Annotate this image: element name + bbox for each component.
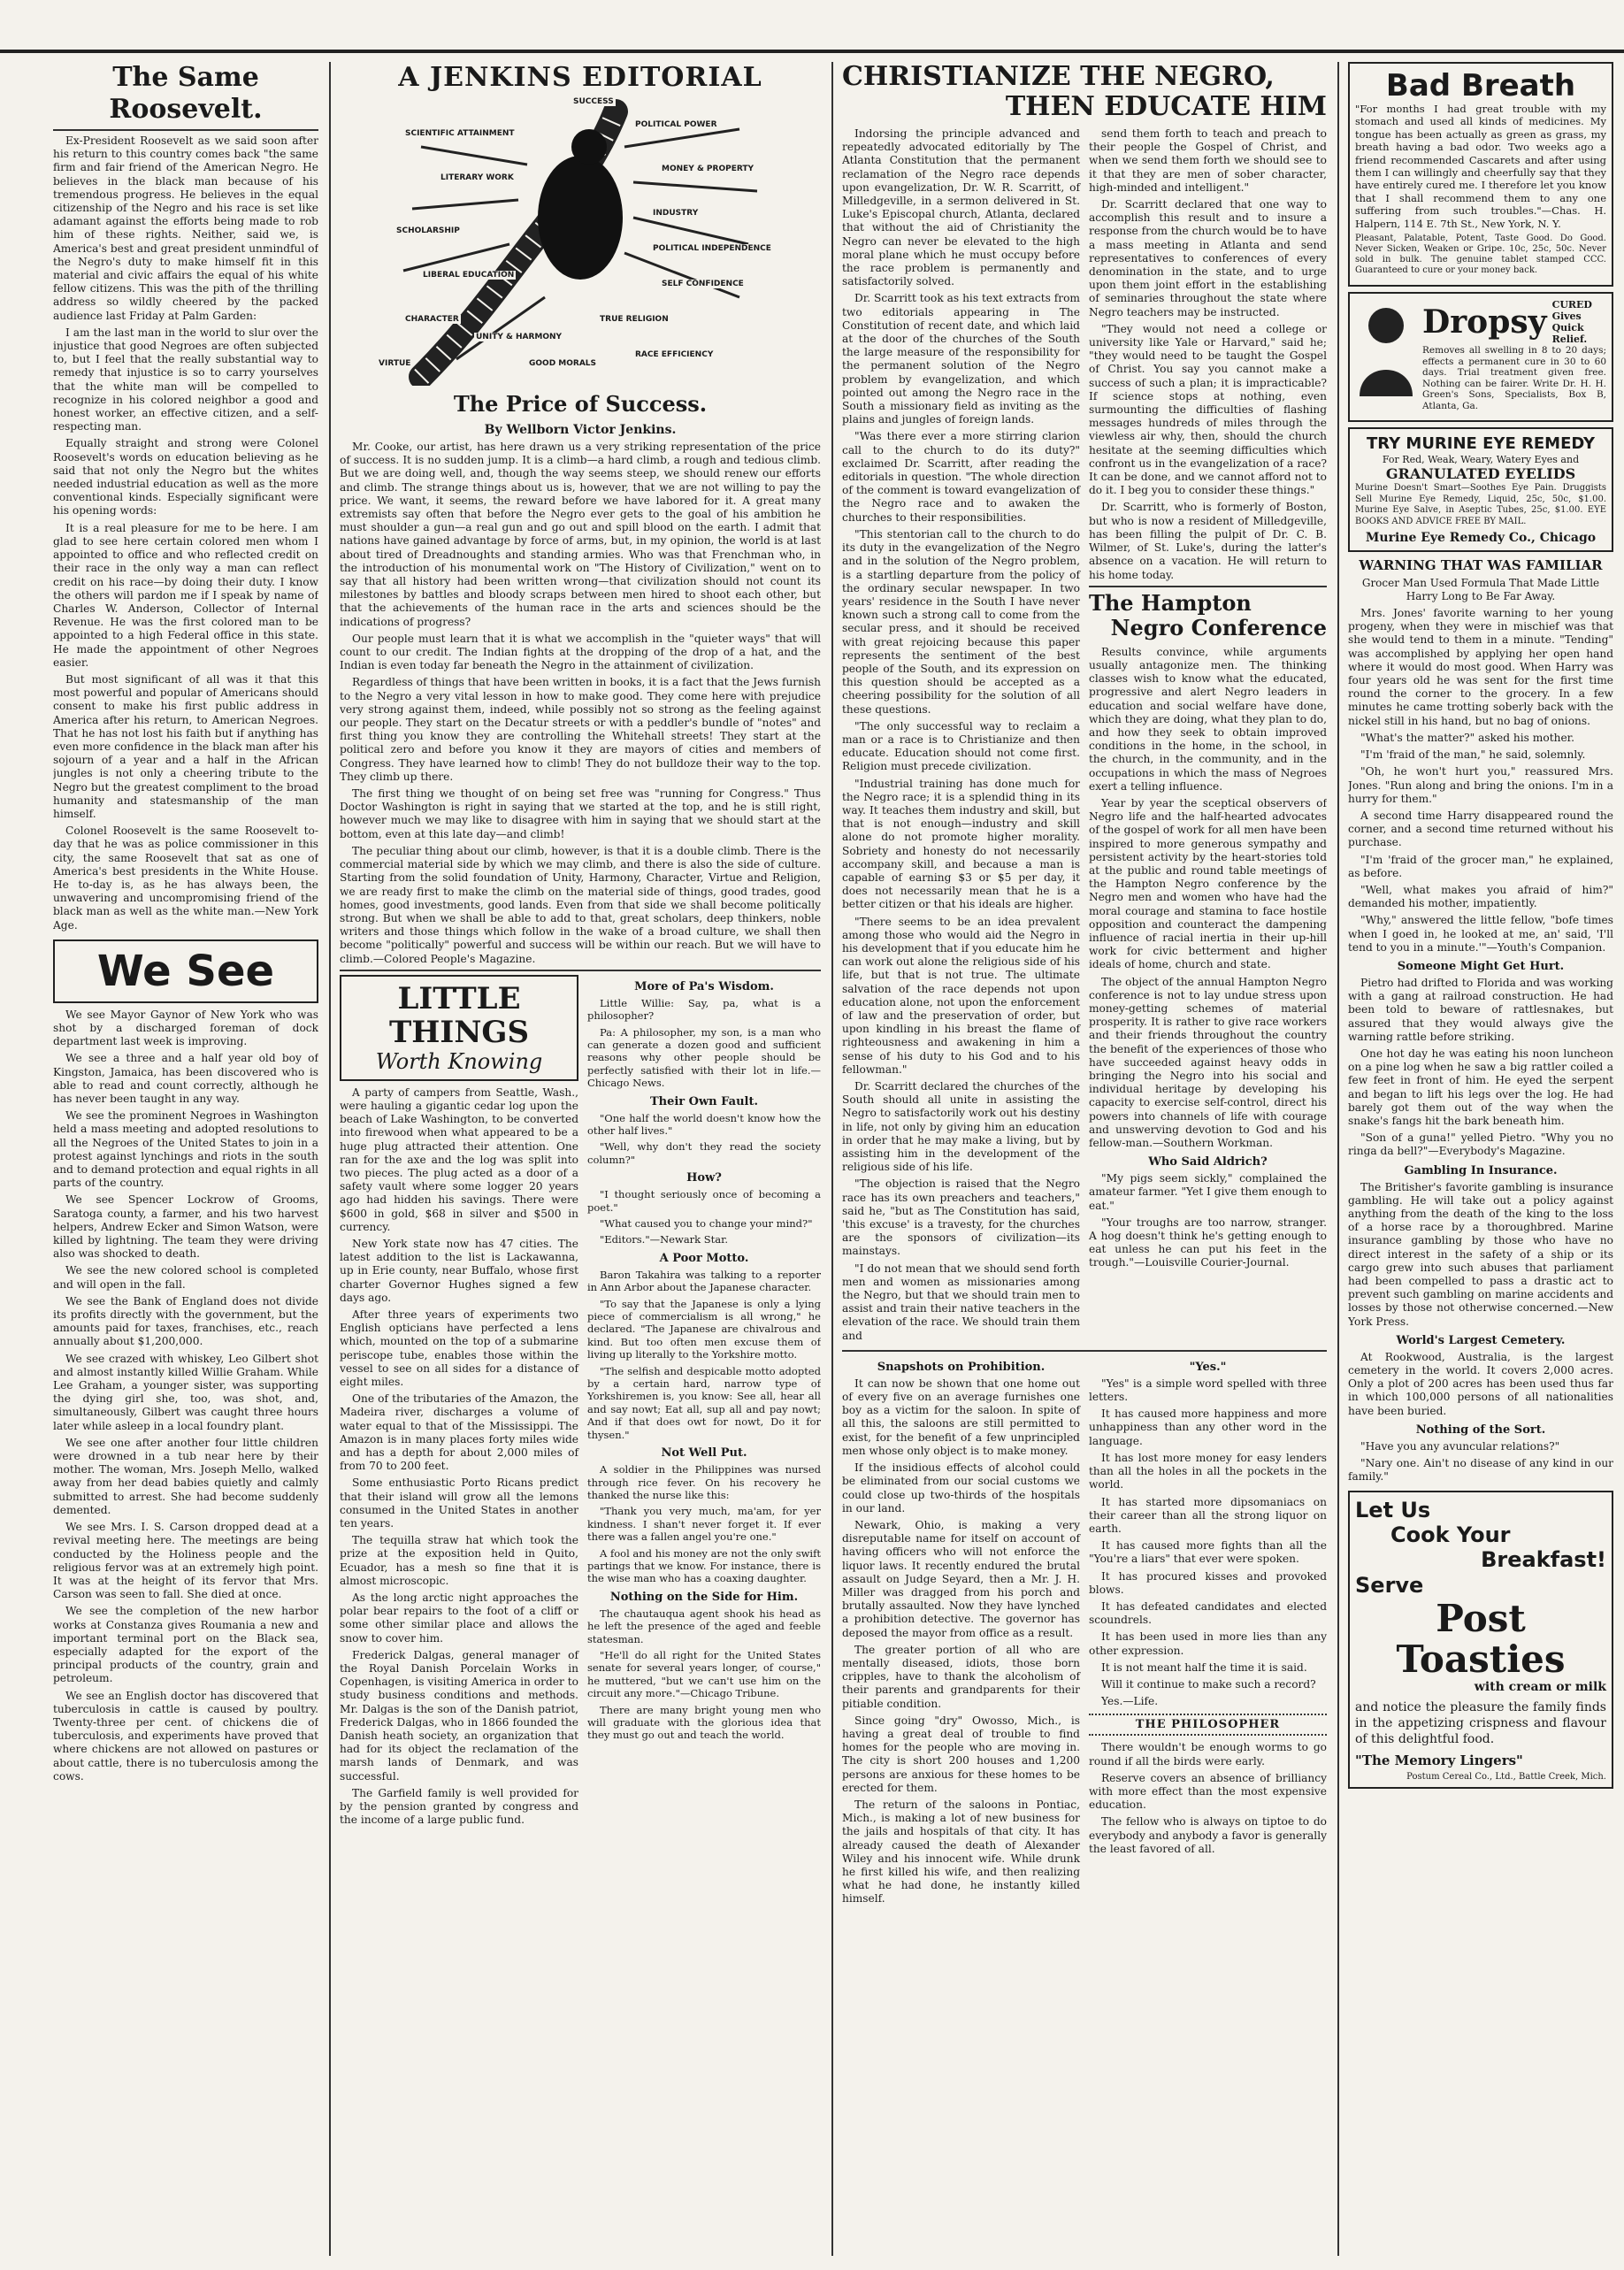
cartoon-label: TRUE RELIGION [600,315,669,324]
paragraph: Indorsing the principle advanced and repeatedly advocated editorially by The Atlanta Constitution that the permanent reclamation of the Negro race depends upon evangelization, Dr. W. R. Scarritt, of Milledgeville, in a sermon delivered in St. Luke's Episcopal church, Atlanta, declared that without the aid of Christianity the Negro can never be elevated to the high moral plane which he must occupy before the race problem is permanently and satisfactorily solved. [842,127,1080,288]
paragraph: "Son of a guna!" yelled Pietro. "Why you no ringa da bell?"—Everybody's Magazine. [1348,1131,1613,1158]
we-see-title: We See [96,946,275,996]
paragraph: "The only successful way to reclaim a man or a race is to Christianize and then educate. Education should not come first. Religion must precede civilization. [842,719,1080,773]
little-thing-item: The Garfield family is well provided for by the pension granted by congress and the income of a large public fund. [340,1786,578,1827]
paragraph: Equally straight and strong were Colonel Roosevelt's words on education believing as he said that not only the Negro but the whites needed industrial education as well as the more conventional kinds. Especially significant were his opening words: [53,437,318,518]
cartoon-label: MONEY & PROPERTY [662,165,755,173]
paragraph: "I thought seriously once of becoming a poet." [587,1188,821,1214]
paragraph: "They would not need a college or university like Yale or Harvard," said he; "they would need to be taught the Gospel of Christ. You say you cannot make a success of such a plan; it is impracticable? If science stops at nothing, even surmounting the difficulties of flashing messages hundreds of miles through the viewless air why, then, should the church hesitate at the seeming difficulties which confront us in the evangelization of a race? It can be done, and we cannot afford not to do it. I beg you to consider these things." [1089,322,1327,497]
divider [1089,586,1327,587]
murine-sub2: GRANULATED EYELIDS [1385,465,1576,483]
paragraph: Colonel Roosevelt is the same Roosevelt to-day that he was as police commissioner in this city, the same Roosevelt that sat as one of America's best presidents in the White House. He to-day is, as he has always been, the unwavering and uncompromising friend of the black man as well as the white man.—New York Age. [53,824,318,932]
short-item-title: How? [686,1171,722,1185]
paragraph: It can now be shown that one home out of every five on an average furnishes one boy as a victim for the saloon. In spite of all this, the saloons are still permitted to exist, for the benefit of a few unprincipled men whose only object is to make money. [842,1377,1080,1457]
we-see-item: We see an English doctor has discovered that tuberculosis in cattle is caused by poultry. Twenty-three per cent. of chickens die of tuberculosis, and experiments have proved that where chickens are not allowed on pastures or about cattle, there is no tuberculosis among the cows. [53,1689,318,1783]
we-see-item: We see a three and a half year old boy of Kingston, Jamaica, has been discovered who is able to read and count correctly, although he has never been taught in any way. [53,1052,318,1105]
cartoon-label: UNITY & HARMONY [476,333,563,341]
paragraph: If the insidious effects of alcohol could be eliminated from our social customs we could close up two-thirds of the hospitals in our land. [842,1461,1080,1515]
paragraph: "Industrial training has done much for the Negro race; it is a splendid thing in its way. It teaches them industry and skill, but that is not enough—industry and skill alone do not promote higher morality. Sobriety and honesty do not necessarily accompany skill, and because a man is capable of earning $3 or $5 per day, it does not necessarily mean that he is a better citizen or that his ideals are higher. [842,777,1080,911]
cartoon-label: LITERARY WORK [440,173,514,182]
bad-breath-small: Pleasant, Palatable, Potent, Taste Good. Do Good. Never Sicken, Weaken or Gripe. 10c, 25c, 50c. Never sold in bulk. The genuine tablet stamped CCC. Guaranteed to cure or your money back. [1355,234,1606,276]
christianize-continued [1089,127,1327,582]
little-things-title: LITTLE THINGS [389,980,529,1050]
little-thing-item: As the long arctic night approaches the polar bear repairs to the foot of a cliff or some other similar place and allows the snow to cover him. [340,1591,578,1645]
paragraph: "Your troughs are too narrow, stranger. A hog doesn't think he's getting enough to eat unless he can put his feet in the trough."—Louisville Courier-Journal. [1089,1216,1327,1269]
paragraph: "My pigs seem sickly," complained the amateur farmer. "Yet I give them enough to eat." [1089,1172,1327,1212]
paragraph: Baron Takahira was talking to a reporter in Ann Arbor about the Japanese character. [587,1268,821,1294]
divider [842,1350,1327,1352]
hampton-title-line2: Negro Conference [1110,614,1327,640]
paragraph: The first thing we thought of on being set free was "running for Congress." Thus Doctor Washington is right in saying that we started at the top, and he is still right, however much we may like to disagree with him in saying that we should start at the bottom, even at this late day—and climb! [340,787,821,840]
paragraph: Yes.—Life. [1101,1695,1159,1708]
column-divider [831,62,833,2256]
sort-article [1348,1440,1613,1484]
christianize-left [842,127,1080,1346]
we-see-item: We see Spencer Lockrow of Grooms, Saratoga county, a farmer, and his two harvest helpers, Andrew Ecker and Simon Watson, were killed by lightning. The team they were driving also was shocked to death. [53,1193,318,1261]
paragraph: It has defeated candidates and elected scoundrels. [1089,1599,1327,1627]
paragraph: "The objection is raised that the Negro race has its own preachers and teachers," said he, "but as The Constitution has said, 'this excuse' is a travesty, for the churches are the sponsors of civilization—its mainstays. [842,1177,1080,1258]
paragraph: Pietro had drifted to Florida and was working with a gang at railroad construction. He had been told to beware of rattlesnakes, but assured that they would always give the warning rattle before striking. [1348,976,1613,1043]
aldrich-title: Who Said Aldrich? [1148,1155,1268,1170]
paragraph: "The selfish and despicable motto adopted by a certain hard, narrow type of Yorkshiremen is, you know: See all, hear all and say nowt; Eat all, sup all and pay nowt; And if that does owt for nowt, Do it for thysen." [587,1364,821,1441]
jenkins-article [340,441,821,966]
column-roosevelt [53,62,318,2256]
little-things-banner [340,975,578,1081]
headline-christianize-line2: THEN EDUCATE HIM [1005,91,1327,122]
paragraph: "Nary one. Ain't no disease of any kind in our family." [1348,1457,1613,1484]
warning-title: WARNING THAT WAS FAMILIAR [1359,557,1603,574]
little-thing-item: Frederick Dalgas, general manager of the Royal Danish Porcelain Works in Copenhagen, is visiting America in order to study business conditions and methods. Mr. Dalgas is the son of the Danish patriot, Frederick Dalgas, who in 1866 founded the Danish heath society, an organization that had for its object the reclamation of the marsh lands of Denmark, and was successful. [340,1648,578,1783]
cartoon-label: SUCCESS [573,97,614,106]
we-see-item: We see the Bank of England does not divide its profits directly with the government, but the amounts paid for taxes, franchises, etc., reach annually about $1,200,000. [53,1294,318,1348]
murine-foot: Murine Eye Remedy Co., Chicago [1365,531,1597,546]
cartoon-label: SCHOLARSHIP [396,226,460,235]
paragraph: Dr. Scarritt, who is formerly of Boston, but who is now a resident of Milledgeville, has been filling the pulpit of Dr. C. B. Wilmer, of St. Luke's, during the latter's absence on a vacation. He will return to his home today. [1089,501,1327,581]
cartoon-price-of-success [368,94,793,386]
bad-breath-title: Bad Breath [1385,68,1576,104]
sort-title: Nothing of the Sort. [1415,1423,1546,1437]
paragraph: The object of the annual Hampton Negro conference is not to lay undue stress upon money-getting schemes of material prosperity. It is rather to give race workers and their friends throughout the country the benefit of the experiences of those who have succeeded against heavy odds in bringing the Negro into his social and individual heritage by developing his capacity to exercise self-control, direct his powers into channels of life with courage and unswerving devotion to God and his fellow-man.—Southern Workman. [1089,975,1327,1150]
paragraph: "There seems to be an idea prevalent among those who would aid the Negro in his development that if you educate him he can work out alone the religious side of his life, but that is not true. The ultimate salvation of the race depends not upon education alone, not upon the enforcement of law and the preservation of order, but upon kindling in his breast the flame of righteousness and awakening in him a sense of his duty to his God and to his fellowman." [842,915,1080,1076]
divider [53,129,318,131]
we-see-item: We see Mayor Gaynor of New York who was shot by a discharged foreman of dock department last week is improving. [53,1008,318,1048]
toasties-line2: Cook Your [1390,1522,1511,1548]
paragraph: It has caused more fights than all the "You're a liars" that ever were spoken. [1089,1539,1327,1566]
ad-dropsy [1348,292,1613,422]
we-see-item: We see the new colored school is completed and will open in the fall. [53,1264,318,1291]
hurt-title: Someone Might Get Hurt. [1397,959,1565,973]
cartoon-label: SCIENTIFIC ATTAINMENT [405,129,515,138]
cartoon-label: SELF CONFIDENCE [662,280,744,288]
philosopher-banner [1089,1714,1327,1736]
cartoon-label: RACE EFFICIENCY [635,350,714,359]
cartoon-label: INDUSTRY [653,209,699,218]
toasties-line5: Post [1436,1597,1526,1641]
headline-same-roosevelt: The Same Roosevelt. [109,62,263,125]
paragraph: A fool and his money are not the only swift partings that we know. For instance, there is the wise man who has a coaxing daughter. [587,1546,821,1585]
paragraph: It has procured kisses and provoked blows. [1089,1569,1327,1596]
paragraph: Mrs. Jones' favorite warning to her young progeny, when they were in mischief was that she would tend to them in a minute. "Tending" was accomplished by applying her open hand where it would do most good. When Harry was four years old he was sent for the first time round the corner to the grocery. In a few minutes he came trotting soberly back with the nickel still in his hand, but no bag of onions. [1348,607,1613,727]
paragraph: Little Willie: Say, pa, what is a philosopher? [587,996,821,1023]
dropsy-title: Dropsy [1422,303,1547,341]
cartoon-label: GOOD MORALS [529,359,597,368]
cartoon-label: CHARACTER [405,315,459,324]
byline: By Wellborn Victor Jenkins. [484,423,677,437]
short-item-title: Their Own Fault. [649,1094,759,1108]
paragraph: Our people must learn that it is what we accomplish in the "quieter ways" that will count to our credit. The Indian fights at the dropping of the drop of a hat, and the Indian is even today far beneath the Negro in the attainment of civilization. [340,632,821,672]
we-see-item: We see Mrs. I. S. Carson dropped dead at a revival meeting here. The meetings are being conducted by the Holiness people and the religious fervor was at an extremely high point. It was at the height of its fervor that Mrs. Carson was seen to fall. She died at once. [53,1521,318,1601]
paragraph: The peculiar thing about our climb, however, is that it is a double climb. There is the commercial material side by which we may climb, and there is also the side of culture. Starting from the solid foundation of Unity, Harmony, Character, Virtue and Religion, we are ready first to make the climb on the material side of things, good trades, good homes, good investments, good lands. Even from that side we shall become politically strong. But when we shall be able to add to that, great scholars, deep thinkers, noble writers and those things which follow in the wake of a broad culture, we shall then become "politically" powerful and success will be within our reach. But we will have to climb.—Colored People's Magazine. [340,844,821,965]
murine-text: Murine Doesn't Smart—Soothes Eye Pain. Druggists Sell Murine Eye Remedy, Liquid, 25c, 50c, $1.00. Murine Eye Salve, in Aseptic Tubes, 25c, $1.00. EYE BOOKS AND ADVICE FREE BY MAIL. [1355,483,1606,526]
paragraph: send them forth to teach and preach to their people the Gospel of Christ, and when we send them forth we should see to it that they are men of sober character, high-minded and intelligent." [1089,127,1327,194]
cartoon-label: LIBERAL EDUCATION [423,271,515,280]
headline-christianize-line1: CHRISTIANIZE THE NEGRO, [842,62,1275,92]
paragraph: "I'm 'fraid of the grocer man," he explained, as before. [1348,853,1613,879]
little-things-column [340,975,578,1831]
cemetery-article [1348,1351,1613,1418]
cartoon-label: VIRTUE [379,359,411,368]
toasties-slogan: "The Memory Lingers" [1355,1752,1523,1769]
little-thing-item: A party of campers from Seattle, Wash., were hauling a gigantic cedar log upon the beach of Lake Washington, to be converted into firewood when what appeared to be a huge plug attracted their attention. One ran for the axe and the log was split into two pieces. The plug acted as a door of a safety vault where some logger 20 years ago had hidden his savings. There were $600 in gold, $68 in silver and $500 in currency. [340,1085,578,1233]
column-christianize [842,62,1327,2256]
warning-subtitle: Grocer Man Used Formula That Made Little Harry Long to Be Far Away. [1361,577,1600,603]
christianize-right [1089,127,1327,1346]
paragraph: "This stentorian call to the church to do its duty in the evangelization of the Negro and in the solution of the Negro problem, is a startling departure from the policy of the ordinary secular newspaper. In two years' residence in the South I have never known such a strong call to come from the secular press, and it should be received with great rejoicing because this paper represents the sentiment of the best people of the South, and its expression on this question should be accepted as a cheering possibility for the solution of all these questions. [842,527,1080,716]
toasties-foot: Postum Cereal Co., Ltd., Battle Creek, Mich. [1406,1772,1606,1783]
christianize-body [842,127,1327,1346]
paragraph: It is a real pleasure for me to be here. I am glad to see here certain colored men whom I appointed to office and who reflected credit on their race in the only way a man can reflect credit on his race—by doing their duty. I know the others will pardon me if I speak by name of Charles W. Anderson, Collector of Internal Revenue. He was the first colored man to be appointed to a high Federal office in this state. He made the appointment of other Negroes easier. [53,521,318,669]
paragraph: "To say that the Japanese is only a lying piece of commercialism is all wrong," he declared. "The Japanese are chivalrous and kind. But too often men excuse them of living up literally to the Yorkshire motto. [587,1297,821,1361]
paragraph: It has been used in more lies than any other expression. [1089,1630,1327,1657]
paragraph: I am the last man in the world to slur over the injustice that good Negroes are often subjected to, but I feel that the really substantial way to remedy that injustice is so to carry yourselves that the white man will be compelled to recognize in his colored neighbor a good and honest worker, an effective citizen, and a self-respecting man. [53,326,318,433]
paragraph: At Rookwood, Australia, is the largest cemetery in the world. It covers 2,000 acres. Only a plot of 200 acres has been used thus far in which 100,000 persons of all nationalities have been buried. [1348,1350,1613,1417]
paragraph: "Have you any avuncular relations?" [1360,1439,1560,1453]
paragraph: Dr. Scarritt declared that one way to accomplish this result and to insure a response from the church would be to have a mass meeting in Atlanta and send representatives to conferences of every denomination in the state, and to urge upon them joint effort in the establishing of seminaries throughout the state where Negro teachers may be instructed. [1089,198,1327,318]
paragraph: Dr. Scarritt declared the churches of the South should all unite in assisting the Negro to satisfactorily work out his destiny in life, not only by giving him an education in order that he may make a living, but by assisting him in the development of the religious side of his life. [842,1080,1080,1174]
divider [340,970,821,971]
hampton-article [1089,646,1327,1151]
paragraph: Will it continue to make such a record? [1101,1677,1316,1691]
christianize-lower [842,1355,1327,1910]
paragraph: Mr. Cooke, our artist, has here drawn us a very striking representation of the price of success. It is no sudden jump. It is a climb—a hard climb, a rough and tedious climb. But we are doing well, and, though the way seems steep, we should renew our efforts and climb. The strange things about us is, however, that we are not willing to pay the price. We want, it seems, the reward before we have labored for it. A great many extremists say often that before the Negro ever gets to the goal of his ambition he must shoulder a gun—a real gun and go out and spill blood on the earth. I admit that nations have gained advantage by force of arms, but, in my opinion, the world is at last about tired of Dreadnoughts and standing armies. Who was that Frenchman who, in the introduction of his monumental work on "The History of Civilization," went on to say that all history had been written wrong—that civilization should not count its milestones by battles and bloody scraps between men hired to shoot each other, but that the achievements of the human race in the arts and sciences should be the indications of progress? [340,441,821,628]
paragraph: "Well, what makes you afraid of him?" demanded his mother, impatiently. [1348,883,1613,910]
short-item-title: Nothing on the Side for Him. [609,1590,799,1604]
dropsy-head [1422,299,1606,345]
warning-article [1348,607,1613,955]
paragraph: The chautauqua agent shook his head as he left the presence of the aged and feeble statesman. [587,1607,821,1645]
we-see-list [53,1008,318,1783]
toasties-line6: Toasties [1396,1637,1566,1682]
gambling-title: Gambling In Insurance. [1404,1163,1558,1177]
bad-breath-text: "For months I had great trouble with my stomach and used all kinds of medicines. My tongue has been actually as green as grass, my breath having a bad odor. Two weeks ago a friend recommended Cascarets and after using them I can willingly and cheerfully say that they have entirely cured me. I therefore let you know that I shall recommend them to any one suffering from such troubles."—Chas. H. Halpern, 114 E. 7th St., New York, N. Y. [1355,103,1606,230]
headline-jenkins-editorial: A JENKINS EDITORIAL [398,62,762,93]
paragraph: A soldier in the Philippines was nursed through rice fever. On his recovery he thanked the nurse like this: [587,1463,821,1501]
little-thing-item: The tequilla straw hat which took the prize at the exposition held in Quito, Ecuador, has a mesh so fine that it is almost microscopic. [340,1534,578,1587]
cartoon-label: POLITICAL POWER [635,120,717,129]
paragraph: "One half the world doesn't know how the other half lives." [587,1111,821,1137]
paragraph: Dr. Scarritt took as his text extracts from two editorials appearing in The Constitution of recent date, and which laid at the door of the churches of the South the large measure of the responsibility for the permanent solution of the Negro problem by evangelization, and which pointed out among the Negro race in the South a missionary field as inviting as the plains and jungles of foreign lands. [842,292,1080,426]
subhead-price-of-success: The Price of Success. [453,391,708,417]
prohibition-column [842,1355,1080,1910]
ad-bad-breath [1348,62,1613,287]
paragraph: "I do not mean that we should send forth men and women as missionaries among the Negro, but that we should train men to assist and train their native teachers in the elevation of the race. We should train them and [842,1262,1080,1342]
toasties-line1: Let Us [1355,1498,1431,1523]
short-items-column [587,975,821,1831]
murine-title: TRY MURINE EYE REMEDY [1366,434,1596,454]
paragraph: "Yes" is a simple word spelled with three letters. [1089,1377,1327,1404]
paragraph: "He'll do all right for the United States senate for several years longer, of course," he muttered, "but we can't use him on the circuit any more."—Chicago Tribune. [587,1648,821,1700]
paragraph: It has started more dipsomaniacs on their career than all the strong liquor on earth. [1089,1495,1327,1535]
paragraph: The greater portion of all who are mentally diseased, idiots, those born cripples, have to thank the alcoholism of their parents and grandparents for their pitiable condition. [842,1643,1080,1710]
toasties-line7: with cream or milk [1474,1680,1606,1695]
paragraph: One hot day he was eating his noon luncheon on a pine log when he saw a big rattler coiled a few feet in front of him. He eyed the serpent and began to lift his legs over the log. He had barely got them out of the way when the snake's fangs hit the bark beneath him. [1348,1047,1613,1127]
little-things-list [340,1086,578,1828]
paragraph: Year by year the sceptical observers of Negro life and the half-hearted advocates of the gospel of work for all men have been inspired to more generous sympathy and persistent activity by the heart-stories told at the public and round table meetings of the Hampton Negro conference by the Negro men and women who have had the moral courage and stamina to face hostile opposition and counteract the dampening influence of racial inertia in their up-hill work for civic betterment and higher ideals of home, church and state. [1089,796,1327,971]
paragraph: "I'm 'fraid of the man," he said, solemnly. [1360,748,1586,762]
paragraph: The fellow who is always on tiptoe to do everybody and anybody a favor is generally the least favored of all. [1089,1815,1327,1855]
aldrich-article [1089,1172,1327,1269]
roosevelt-article [53,134,318,932]
short-item-title: Not Well Put. [661,1446,747,1461]
philosopher-article [1089,1741,1327,1856]
little-thing-item: After three years of experiments two English opticians have perfected a lens which, mounted on the top of a submarine periscope tube, enables those within the vessel to see on all sides for a distance of eight miles. [340,1308,578,1388]
prohibition-title: Snapshots on Prohibition. [877,1360,1046,1374]
yes-article [1089,1377,1327,1708]
paragraph: It has lost more money for easy lenders than all the holes in all the pockets in the world. [1089,1451,1327,1492]
paragraph: "Oh, he won't hurt you," reassured Mrs. Jones. "Run along and bring the onions. I'm in a hurry for them." [1348,765,1613,805]
cartoon-label: POLITICAL INDEPENDENCE [653,244,771,253]
cemetery-title: World's Largest Cemetery. [1396,1333,1566,1347]
yes-column [1089,1355,1327,1910]
toasties-line3: Breakfast! [1481,1547,1606,1573]
little-thing-item: New York state now has 47 cities. The latest addition to the list is Lackawanna, up in Erie county, near Buffalo, whose first charter Governor Hughes signed a few days ago. [340,1237,578,1304]
paragraph: A second time Harry disappeared round the corner, and a second time returned without his purchase. [1348,809,1613,849]
hurt-article [1348,977,1613,1159]
little-things-subtitle: Worth Knowing [375,1048,543,1074]
yes-title: "Yes." [1189,1360,1227,1374]
paragraph: Regardless of things that have been written in books, it is a fact that the Jews furnish to the Negro a very vital lesson in how to make good. They come here with prejudice very strong against them, indeed, while possibly not so strong as the feeling against our people. They start on the Decatur streets or with a peddler's bundle of "notes" and first thing you know they are controlling the Whitehall streets! They start at the political zero and before you know it they are mayors of cities and members of Congress. They have learned how to climb! They do not bulldoze their way to the top. They climb up there. [340,676,821,783]
paragraph: It has caused more happiness and more unhappiness than any other word in the language. [1089,1407,1327,1447]
paragraph: "Why," answered the little fellow, "bofe times when I goed in, he looked at me, an' said, 'I'll tend to you in a minute.'"—Youth's Companion. [1348,914,1613,954]
paragraph: Pa: A philosopher, my son, is a man who can generate a dozen good and sufficient reasons why other people should be perfectly satisfied with their lot in life.—Chicago News. [587,1025,821,1090]
paragraph: "Was there ever a more stirring clarion call to the church to do its duty?" exclaimed Dr. Scarritt, after reading the editorials in question. "The whole direction of the comment is toward evangelization of the Negro race and to awaken the churches to their responsibilities. [842,430,1080,524]
little-thing-item: Some enthusiastic Porto Ricans predict that their island will grow all the lemons consumed in the United States in another ten years. [340,1476,578,1530]
we-see-item: We see crazed with whiskey, Leo Gilbert shot and almost instantly killed Willie Graham. While Lee Graham, a younger sister, was supporting the dying girl she, too, was shot, and, simultaneously, Gilbert was caught three hours later while asleep in a local foundry plant. [53,1352,318,1432]
toasties-line4: Serve [1355,1573,1424,1599]
paragraph: "Thank you very much, ma'am, for yer kindness. I shan't never forget it. If ever there was a fallen angel you're one." [587,1505,821,1544]
little-thing-item: One of the tributaries of the Amazon, the Madeira river, discharges a volume of water equal to that of the Mississippi. The Amazon is in many places forty miles wide and has a depth for about 2,000 miles of from 70 to 200 feet. [340,1392,578,1473]
top-rule [0,50,1624,53]
paragraph: The return of the saloons in Pontiac, Mich., is making a lot of new business for the jails and hospitals of that city. It has already caused the death of Alexander Wiley and his innocent wife. While drunk he first killed his wife, and then realizing what he had done, he instantly killed himself. [842,1798,1080,1906]
paragraph: The Britisher's favorite gambling is insurance gambling. He will take out a policy against anything from the death of the king to the loss of a horse race by a thoroughbred. Marine insurance gambling by those who have no direct interest in the safety of a ship or its cargo grew into such abuses that parliament had been compelled to pass a drastic act to prevent such gambling on marine accidents and losses by those not otherwise concerned.—New York Press. [1348,1180,1613,1328]
dropsy-text: Removes all swelling in 8 to 20 days; effects a permanent cure in 30 to 60 days. Trial treatment given free. Nothing can be fairer. Write Dr. H. H. Green's Sons, Specialists, Box B, Atlanta, Ga. [1422,345,1606,411]
column-divider [329,62,331,2256]
portrait-icon [1355,299,1417,396]
paragraph: There are many bright young men who will graduate with the glorious idea that they must go out and teach the world. [587,1703,821,1742]
we-see-item: We see one after another four little children were drowned in a tub near here by their mother. The woman, Mrs. Joseph Mello, walked away from her dead babies quietly and calmly submitted to arrest. She had become suddenly demented. [53,1436,318,1516]
short-item-title: A Poor Motto. [659,1251,749,1265]
dropsy-side: CURED Gives Quick Relief. [1551,299,1592,346]
ad-post-toasties [1348,1491,1613,1789]
paragraph: Ex-President Roosevelt as we said soon after his return to this country comes back "the same firm and fair friend of the American Negro. He believes in the black man because of his tremendous progress. He believes in the equal citizenship of the Negro and his race is set like adamant against the efforts being made to rob him of these rights. Neither, said we, is America's best and great president unmindful of the Negro's duty to make himself fit in this material and civic affairs the equal of his white fellow citizens. This was the pith of the thrilling address so wildly cheered by the packed audience last Friday at Palm Garden: [53,134,318,322]
ad-murine [1348,427,1613,552]
paragraph: But most significant of all was it that this most powerful and popular of Americans should consent to make his first public address in America after his return, to American Negroes. That he has not lost his faith but if anything has even more confidence in the black man after his sojourn of a year and a half in the African jungles is not only a cheering tribute to the Negro but the greatest compliment to the broad humanity and statesmanship of the man himself. [53,672,318,820]
paragraph: There wouldn't be enough worms to go round if all the birds were early. [1089,1741,1327,1768]
paragraph: It is not meant half the time it is said. [1101,1660,1307,1674]
prohibition-article [842,1377,1080,1906]
toasties-text: and notice the pleasure the family finds in the appetizing crispness and flavour of this delightful food. [1355,1700,1606,1747]
paragraph: "What caused you to change your mind?" [600,1217,813,1230]
we-see-item: We see the completion of the new harbor works at Constanza gives Roumania a new and important terminal port on the Black sea, especially adapted for the export of the principal products of the country, grain and petroleum. [53,1605,318,1685]
jenkins-lower [340,975,821,1831]
philosopher-title: THE PHILOSOPHER [1135,1718,1281,1732]
paragraph: "What's the matter?" asked his mother. [1360,731,1575,744]
column-ads [1348,62,1613,2256]
dropsy-body [1422,299,1606,415]
paragraph: Newark, Ohio, is making a very disreputable name for itself on account of having officers who will not enforce the liquor laws. It recently endured the brutal assault on Judge Seyard, then a Mr. J. H. Miller was dragged from his porch and brutally assaulted. Now they have lynched a prohibition detective. The governor has deposed the mayor from office as a result. [842,1518,1080,1639]
column-divider [1337,62,1339,2256]
paragraph: "Well, why don't they read the society column?" [587,1140,821,1166]
short-item-title: More of Pa's Wisdom. [634,979,774,993]
paragraph: "Editors."—Newark Star. [600,1233,729,1246]
paragraph: Results convince, while arguments usually antagonize men. The thinking classes wish to know what the educated, progressive and alert Negro leaders in education and social welfare have done, which they are doing, what they plan to do, and how they seek to obtain improved conditions in the home, in the school, in the church, in the community, and in the occupations in which the mass of Negroes exert a telling influence. [1089,645,1327,793]
paragraph: Since going "dry" Owosso, Mich., is having a great deal of trouble to find homes for the people who are moving in. The city is short 200 houses and 1,200 persons are anxious for these homes to be erected for them. [842,1714,1080,1794]
murine-sub: For Red, Weak, Weary, Watery Eyes and [1382,454,1580,466]
hampton-title-line1: The Hampton [1089,589,1252,616]
gambling-article [1348,1181,1613,1329]
column-jenkins [340,62,821,2256]
paragraph: Reserve covers an absence of brilliancy with more effect than the most expensive education. [1089,1771,1327,1812]
we-see-banner [53,939,318,1003]
we-see-item: We see the prominent Negroes in Washington held a mass meeting and adopted resolutions to all the Negroes of the United States to join in a protest against lynchings and riots in the south and to demand protection and equal rights in all parts of the country. [53,1109,318,1190]
